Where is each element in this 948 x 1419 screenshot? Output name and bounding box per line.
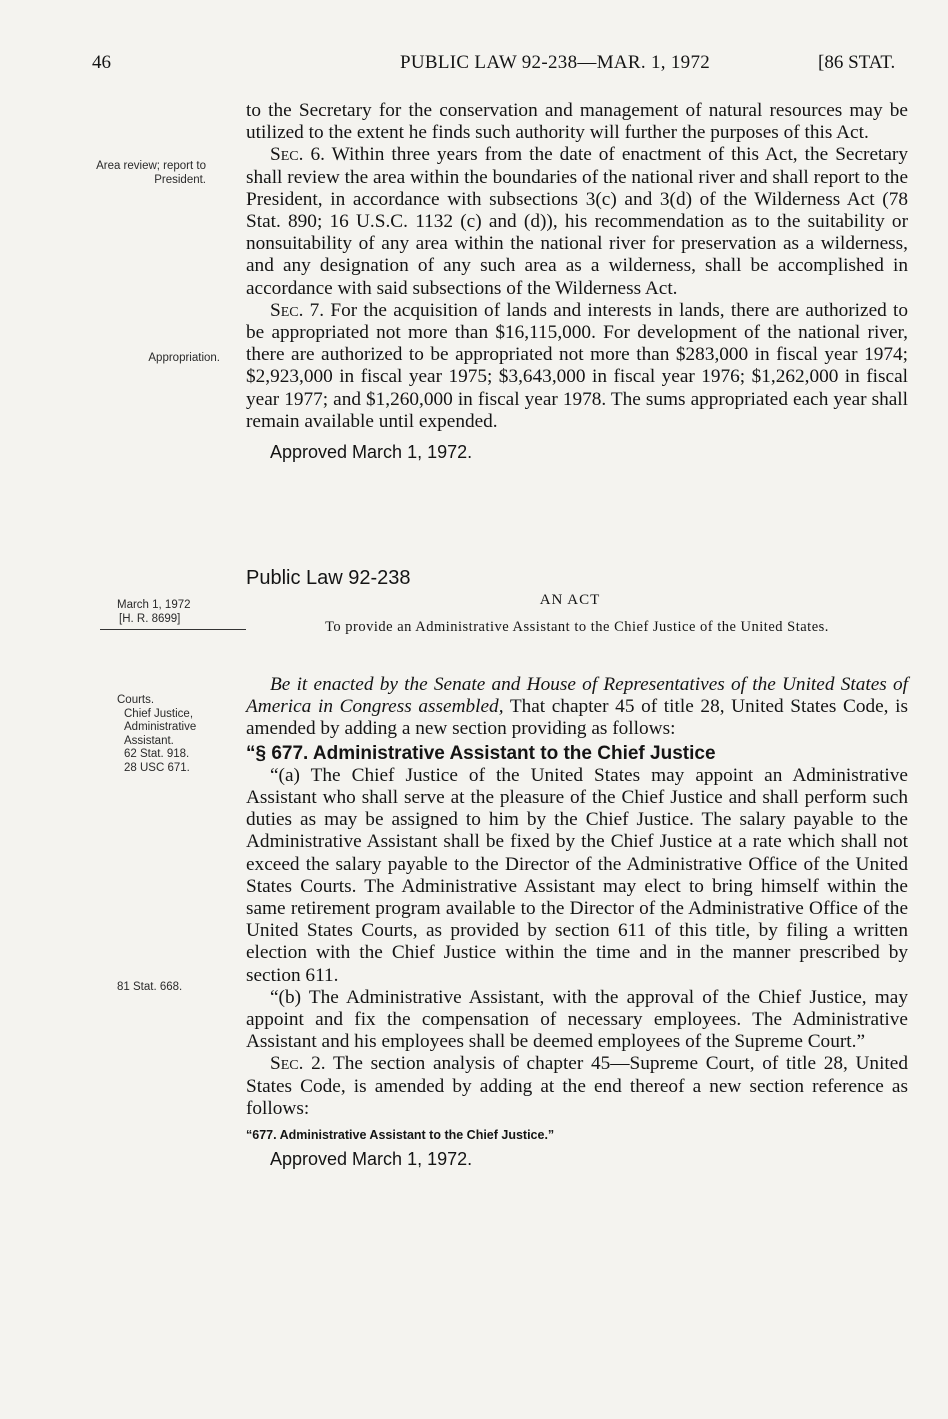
margin-note-bill: [H. R. 8699] (119, 613, 181, 625)
approved-date: Approved March 1, 1972. (270, 1149, 473, 1170)
enacting-paragraph (246, 674, 908, 741)
continuation-paragraph: to the Secretary for the conservation and management of natural resources may be utilized to the extent he finds such authority will further the purposes of this Act. (246, 100, 908, 144)
section-2-text: The section analysis of chapter 45—Supreme Court, of title 28, United States Code, is amended by adding at the end thereof a new section reference as follows: (246, 1053, 908, 1119)
subsection-b: “(b) The Administrative Assistant, with the approval of the Chief Justice, may appoint and fix the compensation of necessary employees. The Administrative Assistant and his employees shall be deemed employees of the Supreme Court.” (246, 986, 908, 1053)
margin-note-area-review: Area review; report to President. (96, 160, 206, 186)
volume-reference: [86 STAT. (818, 52, 896, 73)
page-number: 46 (92, 52, 111, 73)
new-law-text (246, 674, 908, 1170)
section-heading: “§ 677. Administrative Assistant to the Chief Justice (246, 742, 716, 764)
section-2-paragraph (246, 1053, 908, 1120)
approved-date-previous: Approved March 1, 1972. (270, 442, 473, 463)
section-6-paragraph (246, 144, 908, 299)
section-6-label: Sec. 6. (270, 144, 325, 166)
section-2-label: Sec. 2. (270, 1053, 326, 1075)
margin-note-courts: Courts. Chief Justice, Administrative Assistant. 62 Stat. 918. 28 USC 671. (117, 694, 197, 774)
section-7-paragraph (246, 300, 908, 433)
act-purpose: To provide an Administrative Assistant to the Chief Justice of the United States. (325, 619, 829, 635)
public-law-title: Public Law 92-238 (246, 567, 411, 589)
previous-law-text (246, 100, 908, 463)
margin-note-stat: 81 Stat. 668. (117, 981, 183, 993)
section-6-text: Within three years from the date of enactment of this Act, the Secretary shall review the area within the boundaries of the national river and shall report to the President, in accordance with subsections 3(c) and 3(d) of the Wilderness Act (78 Stat. 890; 16 U.S.C. 1132 (c) and (d)), his recommendation as to the suitability or nonsuitability of any area within the national river for preservation as a wilderness, and any designation of any such area as a wilderness, shall be accomplished in accordance with said subsections of the Wilderness Act. (246, 144, 908, 299)
enacting-clause: Be it enacted by the Senate and House of Representatives of the United States of America in Congress assembled, (246, 674, 908, 718)
subsection-a: “(a) The Chief Justice of the United States may appoint an Administrative Assistant who shall serve at the pleasure of the Chief Justice and shall perform such duties as may be assigned to him by the Chief Justice. The salary payable to the Administrative Assistant shall be fixed by the Chief Justice at a rate which shall not exceed the salary payable to the Director of the Administrative Office of the United States Courts. The Administrative Assistant may elect to bring himself within the same retirement program available to the Director of the Administrative Office of the United States Courts, as provided by section 611 of this title, by filing a written election with the Chief Justice within the time and in the manner prescribed by section 611. (246, 764, 908, 986)
margin-note-date: March 1, 1972 (117, 599, 191, 611)
section-7-label: Sec. 7. (270, 299, 325, 321)
an-act-label: AN ACT (539, 592, 601, 608)
enacting-text: That chapter 45 of title 28, United States Code, is amended by adding a new section providing as follows: (246, 696, 908, 740)
running-title: PUBLIC LAW 92-238—MAR. 1, 1972 (400, 52, 711, 73)
section-reference: “677. Administrative Assistant to the Chief Justice.” (246, 1128, 555, 1143)
margin-rule (100, 629, 246, 630)
margin-note-appropriation: Appropriation. (148, 352, 220, 364)
section-7-text: For the acquisition of lands and interests in lands, there are authorized to be appropriated not more than $16,115,000. For development of the national river, there are authorized to be appropriated not more than $283,000 in fiscal year 1974; $2,923,000 in fiscal year 1975; $3,643,000 in fiscal year 1976; $1,262,000 in fiscal year 1977; and $1,260,000 in fiscal year 1978. The sums appropriated each year shall remain available until expended. (246, 299, 909, 432)
